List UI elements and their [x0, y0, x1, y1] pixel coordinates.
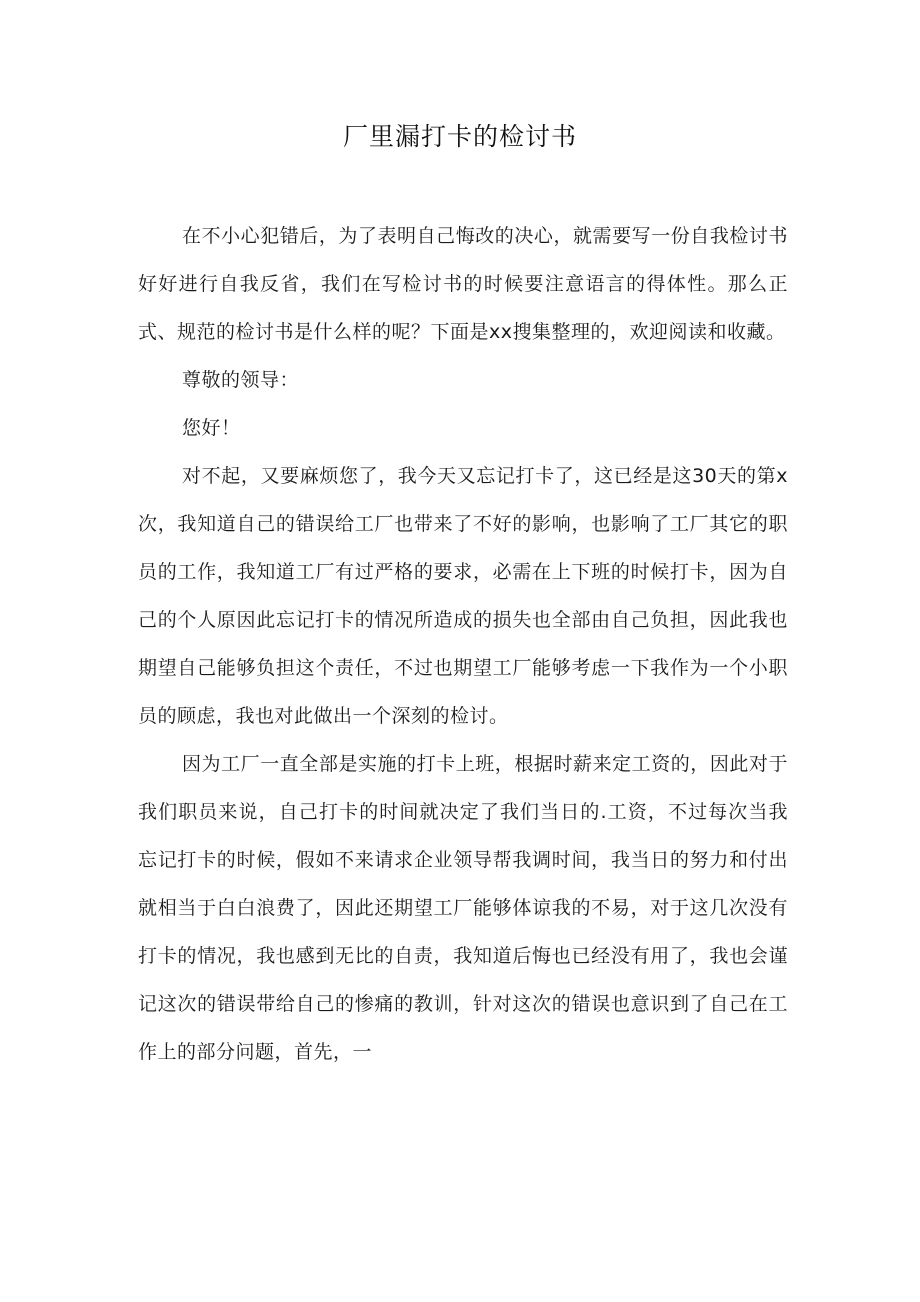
paragraph-greeting: 您好！: [182, 417, 241, 439]
paragraph-apology: 对不起，又要麻烦您了，我今天又忘记打卡了，这已经是这30天的第x次，我知道自己的错误给工厂也带来了不好的影响，也影响了工厂其它的职员的工作，我知道工厂有过严格的要求，必需在上下班的时候打卡，因为自己的个人原因此忘记打卡的情况所造成的损失也全部由自己负担，因此我也期望自己能够负担这个责任，不过也期望工厂能够考虑一下我作为一个小职员的顾虑，我也对此做出一个深刻的检讨。: [138, 465, 788, 727]
paragraph-explanation: 因为工厂一直全部是实施的打卡上班，根据时薪来定工资的，因此对于我们职员来说，自己打卡的时间就决定了我们当日的.工资，不过每次当我忘记打卡的时候，假如不来请求企业领导帮我调时间，我当日的努力和付出就相当于白白浪费了，因此还期望工厂能够体谅我的不易，对于这几次没有打卡的情况，我也感到无比的自责，我知道后悔也已经没有用了，我也会谨记这次的错误带给自己的惨痛的教训，针对这次的错误也意识到了自己在工作上的部分问题，首先，一: [138, 753, 788, 1063]
paragraph-salutation: 尊敬的领导：: [182, 369, 300, 391]
document-body: [138, 212, 788, 1076]
paragraph-intro: 在不小心犯错后，为了表明自己悔改的决心，就需要写一份自我检讨书好好进行自我反省，我们在写检讨书的时候要注意语言的得体性。那么正式、规范的检讨书是什么样的呢？下面是xx搜集整理的，欢迎阅读和收藏。: [138, 225, 788, 343]
document-title: 厂里漏打卡的检讨书: [342, 122, 577, 151]
